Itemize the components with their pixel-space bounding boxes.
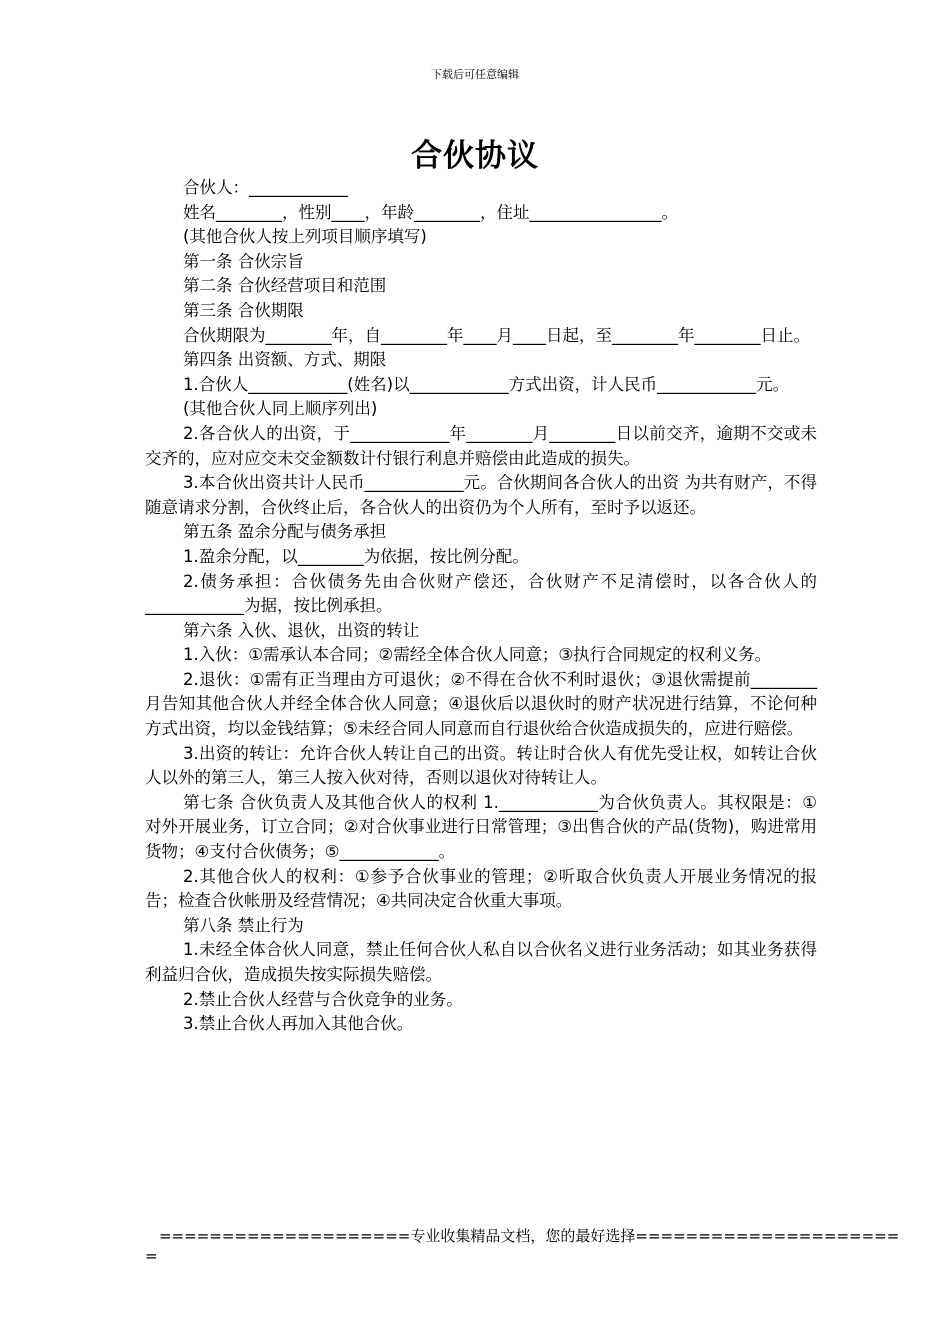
paragraph: 第八条 禁止行为 [183,915,304,935]
paragraph: 合伙期限为________年，自________年____月____日起，至________年________日止。 [183,325,810,345]
paragraph: 3.本合伙出资共计人民币____________元。合伙期间各合伙人的出资 为共有财产，不得随意请求分割，合伙终止后，各合伙人的出资仍为个人所有，至时予以返还。 [145,473,817,517]
header-note: 下载后可任意编辑 [431,68,519,81]
paragraph: 1.入伙：①需承认本合同；②需经全体合伙人同意；③执行合同规定的权利义务。 [183,645,772,665]
paragraph: 3.禁止合伙人再加入其他合伙。 [183,1014,414,1034]
paragraph: 第四条 出资额、方式、期限 [183,350,387,370]
document-title: 合伙协议 [411,138,539,174]
paragraph: 第三条 合伙期限 [183,300,304,320]
document-body [145,176,817,1037]
paragraph: 1.合伙人____________(姓名)以____________方式出资，计人民币____________元。 [183,374,790,394]
paragraph: 第一条 合伙宗旨 [183,251,304,271]
paragraph: 1.未经全体合伙人同意，禁止任何合伙人私自以合伙名义进行业务活动；如其业务获得利益归合伙，造成损失按实际损失赔偿。 [145,940,817,984]
paragraph: 第二条 合伙经营项目和范围 [183,276,387,296]
paragraph: 第五条 盈余分配与债务承担 [183,522,387,542]
paragraph: (其他合伙人同上顺序列出) [183,399,378,419]
paragraph: 姓名________，性别____，年龄________，住址________________。 [183,202,678,222]
paragraph: 合伙人：____________ [183,178,348,197]
paragraph: 2.其他合伙人的权利：①参予合伙事业的管理；②听取合伙负责人开展业务情况的报告；检查合伙帐册及经营情况；④共同决定合伙重大事项。 [145,866,817,911]
paragraph: 2.退伙：①需有正当理由方可退伙；②不得在合伙不利时退伙；③退伙需提前________月告知其他合伙人并经全体合伙人同意；④退伙后以退伙时的财产状况进行结算，不论何种方式出资，均以金钱结算；⑤未经合同人同意而自行退伙给合伙造成损失的，应进行赔偿。 [145,669,817,739]
paragraph: 1.盈余分配，以________为依据，按比例分配。 [183,546,529,566]
footer [145,1226,900,1266]
footer-line-2: = [145,1247,158,1265]
paragraph: 第六条 入伙、退伙，出资的转让 [183,620,420,640]
paragraph: 第七条 合伙负责人及其他合伙人的权利 1.____________为合伙负责人。其权限是：①对外开展业务，订立合同；②对合伙事业进行日常管理；③出售合伙的产品(货物)，购进常用货物；④支付合伙债务；⑤____________。 [145,792,817,862]
paragraph: (其他合伙人按上列项目顺序填写) [183,227,427,247]
footer-line-1: ====================专业收集精品文档，您的最好选择===================== [159,1227,900,1245]
paragraph: 2.禁止合伙人经营与合伙竞争的业务。 [183,989,463,1009]
paragraph: 2.债务承担：合伙债务先由合伙财产偿还，合伙财产不足清偿时，以各合伙人的____________为据，按比例承担。 [145,571,817,616]
paragraph: 3.出资的转让：允许合伙人转让自己的出资。转让时合伙人有优先受让权，如转让合伙人以外的第三人，第三人按入伙对待，否则以退伙对待转让人。 [145,743,817,788]
paragraph: 2.各合伙人的出资，于____________年________月________日以前交齐，逾期不交或未交齐的，应对应交未交金额数计付银行利息并赔偿由此造成的损失。 [145,423,817,468]
